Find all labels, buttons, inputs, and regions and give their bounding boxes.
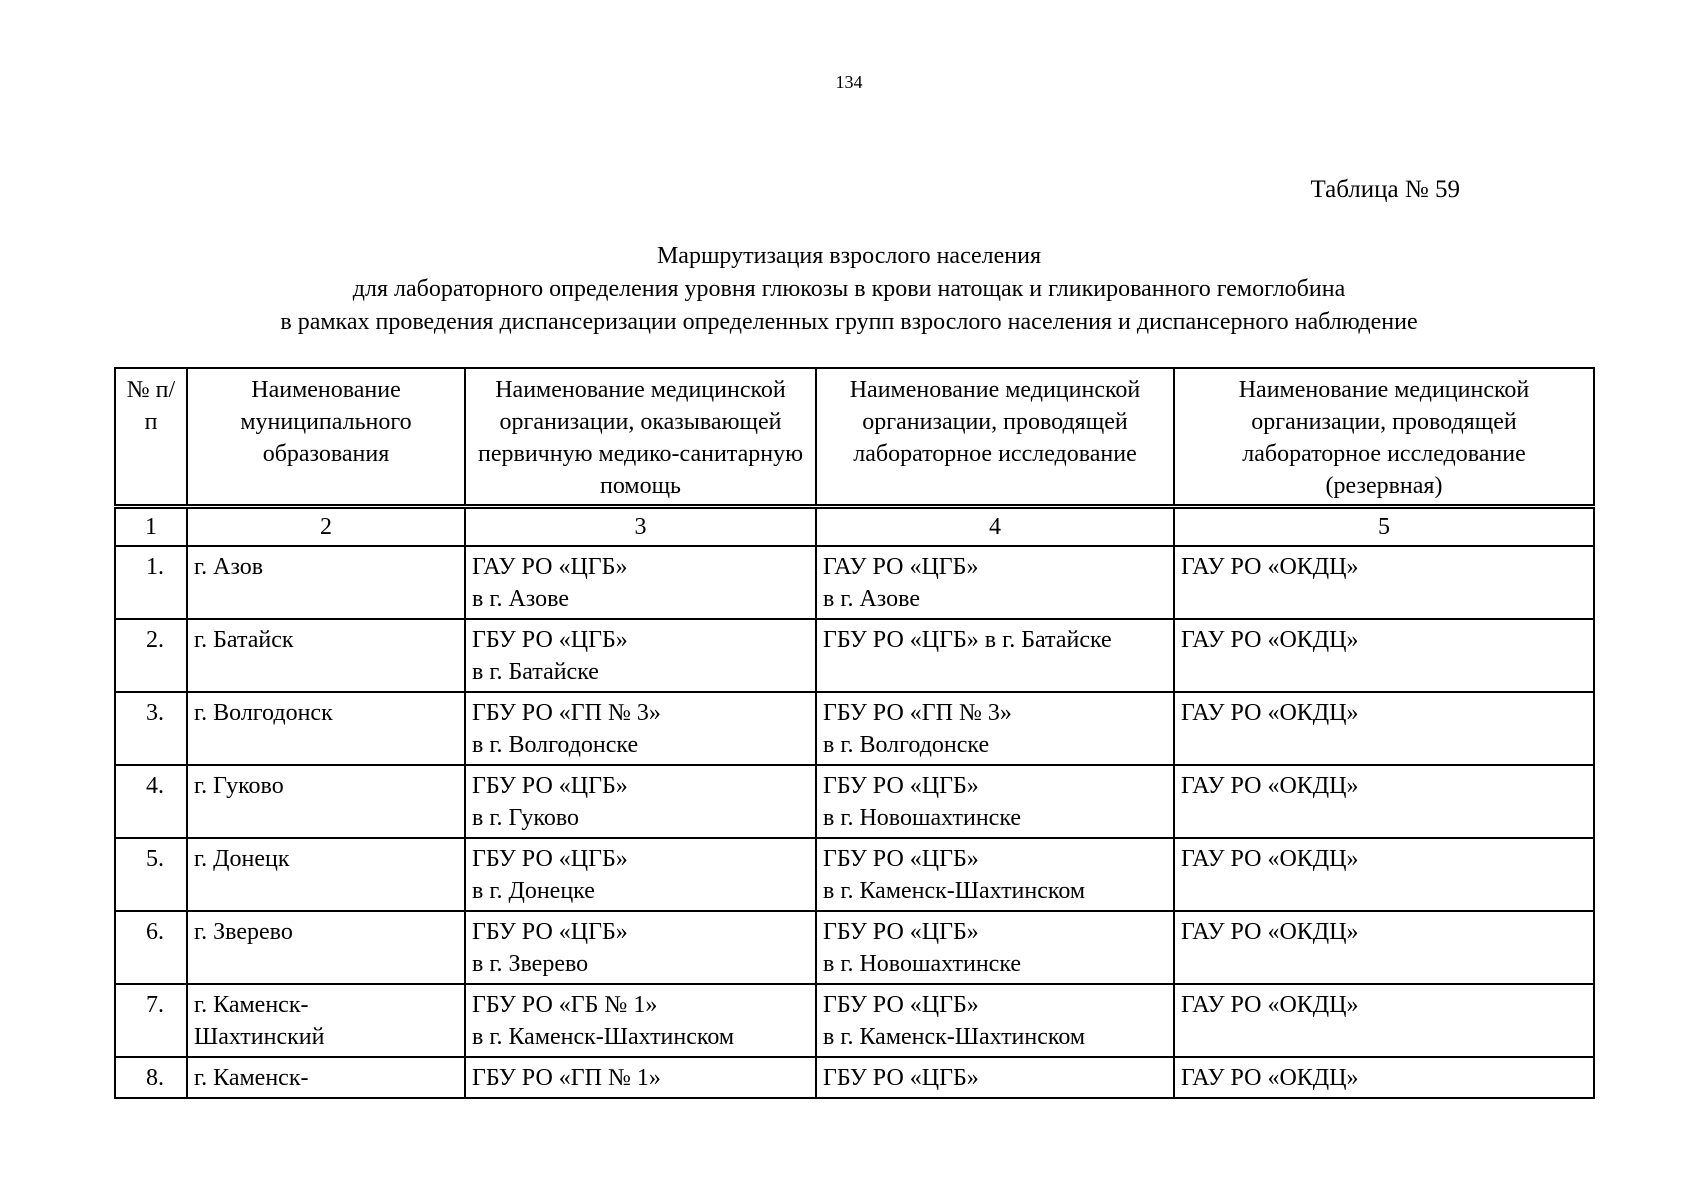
reserve-lab-org-cell bbox=[1174, 838, 1594, 911]
cell-line: ГБУ РО «ГП № 3» bbox=[823, 700, 1012, 726]
cell-line: Шахтинский bbox=[194, 1024, 325, 1050]
cell-line: в г. Волгодонске bbox=[823, 732, 990, 758]
column-number: 3 bbox=[465, 507, 816, 547]
column-number: 4 bbox=[816, 507, 1174, 547]
primary-care-org-cell bbox=[465, 838, 816, 911]
cell-line: в г. Каменск-Шахтинском bbox=[823, 1024, 1086, 1050]
cell-line: ГБУ РО «ЦГБ» bbox=[472, 773, 628, 799]
cell-line: ГБУ РО «ЦГБ» bbox=[823, 919, 979, 945]
cell-line: ГАУ РО «ОКДЦ» bbox=[1181, 627, 1359, 653]
lab-org-cell bbox=[816, 546, 1174, 619]
routing-table bbox=[114, 367, 1595, 1099]
reserve-lab-org-cell bbox=[1174, 546, 1594, 619]
table-title bbox=[0, 240, 1698, 339]
cell-line: в г. Волгодонске bbox=[472, 732, 639, 758]
column-number-row bbox=[115, 507, 1594, 547]
cell-line: г. Гуково bbox=[194, 773, 284, 799]
table-body bbox=[115, 546, 1594, 1098]
cell-line: ГБУ РО «ЦГБ» bbox=[472, 846, 628, 872]
table-row bbox=[115, 765, 1594, 838]
cell-line: в г. Батайске bbox=[472, 659, 599, 685]
municipality-cell bbox=[187, 546, 465, 619]
reserve-lab-org-cell bbox=[1174, 692, 1594, 765]
column-number: 1 bbox=[115, 507, 187, 547]
table-row bbox=[115, 911, 1594, 984]
cell-line: ГБУ РО «ГБ № 1» bbox=[472, 992, 658, 1018]
municipality-cell bbox=[187, 765, 465, 838]
cell-line: г. Каменск- bbox=[194, 992, 309, 1018]
cell-line: ГБУ РО «ЦГБ» в г. Батайске bbox=[823, 627, 1112, 653]
municipality-cell bbox=[187, 838, 465, 911]
row-number-cell: 1. bbox=[115, 546, 187, 619]
reserve-lab-org-cell bbox=[1174, 1057, 1594, 1098]
primary-care-org-cell bbox=[465, 546, 816, 619]
cell-line: в г. Каменск-Шахтинском bbox=[472, 1024, 735, 1050]
cell-line: в г. Новошахтинске bbox=[823, 805, 1022, 831]
municipality-cell bbox=[187, 619, 465, 692]
cell-line: ГАУ РО «ОКДЦ» bbox=[1181, 700, 1359, 726]
table-label: Таблица № 59 bbox=[1310, 176, 1460, 203]
cell-line: г. Волгодонск bbox=[194, 700, 333, 726]
cell-line: г. Азов bbox=[194, 554, 264, 580]
table-row bbox=[115, 984, 1594, 1057]
cell-line: в г. Каменск-Шахтинском bbox=[823, 878, 1086, 904]
municipality-cell bbox=[187, 692, 465, 765]
primary-care-org-cell bbox=[465, 765, 816, 838]
reserve-lab-org-cell bbox=[1174, 619, 1594, 692]
cell-line: г. Каменск- bbox=[194, 1065, 309, 1091]
cell-line: ГАУ РО «ОКДЦ» bbox=[1181, 554, 1359, 580]
cell-line: ГАУ РО «ОКДЦ» bbox=[1181, 992, 1359, 1018]
cell-line: ГАУ РО «ЦГБ» bbox=[823, 554, 979, 580]
primary-care-org-cell bbox=[465, 692, 816, 765]
cell-line: в г. Новошахтинске bbox=[823, 951, 1022, 977]
lab-org-cell bbox=[816, 692, 1174, 765]
cell-line: г. Батайск bbox=[194, 627, 294, 653]
column-header: Наименование муниципального образования bbox=[187, 368, 465, 507]
reserve-lab-org-cell bbox=[1174, 765, 1594, 838]
municipality-cell bbox=[187, 911, 465, 984]
reserve-lab-org-cell bbox=[1174, 984, 1594, 1057]
cell-line: ГАУ РО «ОКДЦ» bbox=[1181, 773, 1359, 799]
cell-line: ГАУ РО «ЦГБ» bbox=[472, 554, 628, 580]
column-header: № п/п bbox=[115, 368, 187, 507]
cell-line: ГБУ РО «ЦГБ» bbox=[472, 919, 628, 945]
cell-line: ГБУ РО «ЦГБ» bbox=[823, 846, 979, 872]
lab-org-cell bbox=[816, 1057, 1174, 1098]
cell-line: ГАУ РО «ОКДЦ» bbox=[1181, 919, 1359, 945]
primary-care-org-cell bbox=[465, 984, 816, 1057]
row-number-cell: 3. bbox=[115, 692, 187, 765]
table-row bbox=[115, 838, 1594, 911]
cell-line: ГБУ РО «ГП № 3» bbox=[472, 700, 661, 726]
cell-line: ГБУ РО «ГП № 1» bbox=[472, 1065, 661, 1091]
cell-line: в г. Гуково bbox=[472, 805, 580, 831]
row-number-cell: 7. bbox=[115, 984, 187, 1057]
lab-org-cell bbox=[816, 984, 1174, 1057]
column-number: 5 bbox=[1174, 507, 1594, 547]
row-number-cell: 8. bbox=[115, 1057, 187, 1098]
lab-org-cell bbox=[816, 765, 1174, 838]
cell-line: г. Зверево bbox=[194, 919, 293, 945]
title-line: в рамках проведения диспансеризации определенных групп взрослого населения и диспансерного наблюдение bbox=[280, 309, 1418, 335]
cell-line: ГБУ РО «ЦГБ» bbox=[823, 992, 979, 1018]
cell-line: в г. Зверево bbox=[472, 951, 589, 977]
cell-line: в г. Донецке bbox=[472, 878, 595, 904]
primary-care-org-cell bbox=[465, 619, 816, 692]
header-row bbox=[115, 368, 1594, 507]
row-number-cell: 2. bbox=[115, 619, 187, 692]
cell-line: ГБУ РО «ЦГБ» bbox=[823, 1065, 979, 1091]
column-header: Наименование медицинской организации, проводящей лабораторное исследование (резервная) bbox=[1174, 368, 1594, 507]
title-line: для лабораторного определения уровня глюкозы в крови натощак и гликированного гемоглобина bbox=[352, 276, 1346, 302]
title-line: Маршрутизация взрослого населения bbox=[656, 243, 1042, 269]
lab-org-cell bbox=[816, 619, 1174, 692]
municipality-cell bbox=[187, 1057, 465, 1098]
cell-line: ГАУ РО «ОКДЦ» bbox=[1181, 846, 1359, 872]
cell-line: ГБУ РО «ЦГБ» bbox=[472, 627, 628, 653]
reserve-lab-org-cell bbox=[1174, 911, 1594, 984]
column-header: Наименование медицинской организации, оказывающей первичную медико-санитарную помощь bbox=[465, 368, 816, 507]
cell-line: ГАУ РО «ОКДЦ» bbox=[1181, 1065, 1359, 1091]
row-number-cell: 4. bbox=[115, 765, 187, 838]
column-header: Наименование медицинской организации, проводящей лабораторное исследование bbox=[816, 368, 1174, 507]
column-number: 2 bbox=[187, 507, 465, 547]
lab-org-cell bbox=[816, 911, 1174, 984]
table-row bbox=[115, 1057, 1594, 1098]
municipality-cell bbox=[187, 984, 465, 1057]
table-row bbox=[115, 546, 1594, 619]
row-number-cell: 5. bbox=[115, 838, 187, 911]
page-number: 134 bbox=[835, 72, 863, 92]
primary-care-org-cell bbox=[465, 911, 816, 984]
primary-care-org-cell bbox=[465, 1057, 816, 1098]
cell-line: в г. Азове bbox=[823, 586, 920, 612]
lab-org-cell bbox=[816, 838, 1174, 911]
cell-line: в г. Азове bbox=[472, 586, 569, 612]
cell-line: ГБУ РО «ЦГБ» bbox=[823, 773, 979, 799]
cell-line: г. Донецк bbox=[194, 846, 290, 872]
table-row bbox=[115, 619, 1594, 692]
table-row bbox=[115, 692, 1594, 765]
row-number-cell: 6. bbox=[115, 911, 187, 984]
